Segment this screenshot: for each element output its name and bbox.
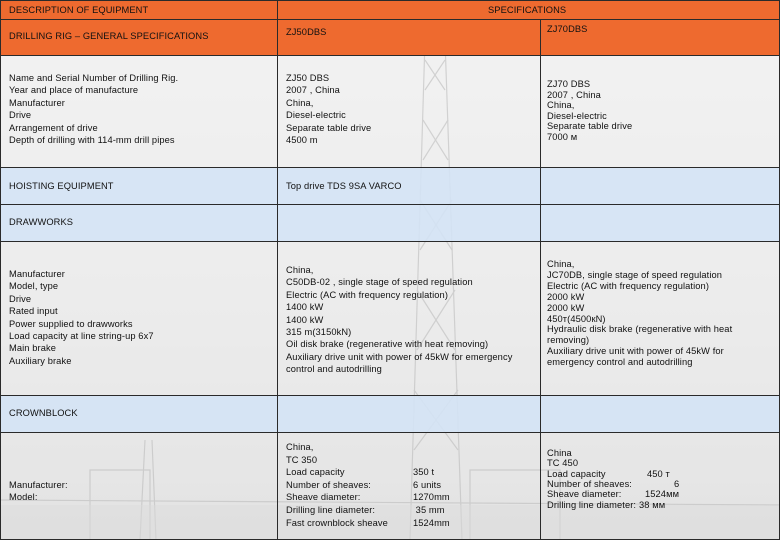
description-title: DESCRIPTION OF EQUIPMENT — [9, 5, 149, 15]
hoisting-title: HOISTING EQUIPMENT — [9, 181, 114, 191]
hoisting-a-cell — [277, 167, 541, 205]
spec-value: 2000 kW — [547, 291, 585, 302]
spec-row — [286, 455, 317, 465]
spec-value: Auxiliary drive unit with power of 45kW for — [547, 346, 724, 357]
crownblock-a-cell — [277, 432, 541, 540]
spec-row-label: Load capacity — [286, 467, 345, 478]
spec-value: 2000 kW — [547, 302, 585, 313]
general-labels-cell — [0, 55, 278, 168]
spec-label: Auxiliary brake — [9, 355, 72, 366]
spec-value: emergency control and autodrilling — [547, 357, 693, 368]
general-a-values — [286, 72, 371, 146]
spec-row-label: Sheave diameter: — [286, 492, 361, 503]
spec-value: China, — [547, 259, 575, 269]
spec-label: Main brake — [9, 343, 56, 354]
spec-label: Load capacity at line string-up 6х7 — [9, 331, 154, 342]
spec-value: 4500 m — [286, 135, 318, 146]
drawworks-title: DRAWWORKS — [9, 217, 74, 227]
crownblock-labels — [9, 479, 68, 504]
spec-value: control and autodrilling — [286, 364, 382, 375]
spec-value: Diesel-electric — [286, 110, 346, 121]
drawworks-b-values — [547, 259, 732, 368]
spec-row-label: Fast crownblock sheave — [286, 517, 388, 528]
spec-label: Model, type — [9, 281, 59, 292]
crownblock-b-cell — [540, 432, 780, 540]
crownblock-title: CROWNBLOCK — [9, 408, 78, 418]
crownblock-b-title-cell — [540, 395, 780, 433]
spec-value: removing) — [547, 335, 590, 346]
spec-value: Electric (AC with frequency regulation) — [286, 289, 449, 300]
spec-value: Hydraulic disk brake (regenerative with heat — [547, 324, 733, 335]
spec-value: JC70DB, single stage of speed regulation — [547, 269, 723, 280]
spec-row — [547, 468, 670, 479]
spec-row-value: 35 mm — [413, 505, 445, 515]
spec-row — [547, 499, 666, 510]
drawworks-labels-cell — [0, 241, 278, 396]
crownblock-labels-cell — [0, 432, 278, 540]
spec-value: 7000 м — [547, 131, 578, 142]
hoisting-b-cell — [540, 167, 780, 205]
spec-row — [547, 458, 578, 468]
model-a-cell — [277, 19, 541, 56]
spec-row-label: Load capacity — [547, 468, 606, 479]
spec-row-label: TC 450 — [547, 458, 579, 469]
spec-row-value: 1524mm — [413, 517, 450, 528]
crownblock-title-cell — [0, 395, 278, 433]
drawworks-a-title-cell — [277, 204, 541, 242]
spec-label: Power supplied to drawworks — [9, 318, 133, 329]
spec-row-value: 6 units — [413, 479, 442, 490]
drawworks-title-cell — [0, 204, 278, 242]
drawworks-labels — [9, 268, 154, 367]
spec-label: Rated input — [9, 306, 58, 317]
spec-row-label: China — [547, 448, 572, 458]
spec-row-label: Drilling line diameter: — [547, 499, 637, 510]
spec-value: Auxiliary drive unit with power of 45kW for emergency — [286, 351, 513, 362]
rig-title-cell — [0, 19, 278, 56]
drawworks-b-cell — [540, 241, 780, 396]
spec-value: 1400 kW — [286, 314, 324, 325]
spec-value: 450т(4500кN) — [547, 313, 606, 324]
spec-value: 2007 , China — [286, 85, 340, 96]
specifications-title: SPECIFICATIONS — [488, 5, 567, 15]
spec-row-label: China, — [286, 442, 314, 452]
spec-label: Arrangement of drive — [9, 122, 98, 133]
general-labels — [9, 72, 178, 146]
spec-label: Model: — [9, 492, 38, 503]
spec-row — [547, 478, 680, 489]
spec-value: China, — [286, 97, 314, 108]
spec-row-value: 6 — [674, 478, 680, 489]
spec-row-label: Number of sheaves: — [286, 479, 371, 490]
spec-value: ZJ70 DBS — [547, 79, 591, 89]
spec-value: ZJ50 DBS — [286, 73, 330, 83]
spec-value: 315 m(3150kN) — [286, 327, 352, 338]
spec-label: Drive — [9, 110, 32, 121]
spec-value: China, — [547, 100, 575, 111]
spec-row-value: 450 т — [647, 468, 670, 479]
spec-value: China, — [286, 265, 314, 275]
spec-row — [286, 492, 450, 503]
rig-title: DRILLING RIG – GENERAL SPECIFICATIONS — [9, 31, 209, 41]
header-specifications-cell — [277, 0, 780, 20]
spec-row — [286, 517, 450, 528]
spec-label: Year and place of manufacture — [9, 85, 139, 96]
drawworks-b-title-cell — [540, 204, 780, 242]
spec-row-value: 1270mm — [413, 492, 450, 503]
spec-row — [547, 448, 572, 458]
spec-row-label: TC 350 — [286, 454, 318, 465]
hoisting-title-cell — [0, 167, 278, 205]
spec-label: Name and Serial Number of Drilling Rig. — [9, 73, 179, 83]
model-b-title: ZJ70DBS — [547, 24, 588, 34]
spec-label: Depth of drilling with 114-mm drill pipes — [9, 135, 175, 146]
spec-row-value: 38 мм — [639, 499, 666, 510]
spec-row-label: Sheave diameter: — [547, 489, 622, 500]
hoisting-a-value: Top drive TDS 9SA VARCO — [286, 181, 402, 191]
general-b-cell — [540, 55, 780, 168]
spec-row — [286, 505, 445, 515]
spec-row-label: Number of sheaves: — [547, 478, 632, 489]
spec-value: Diesel-electric — [547, 110, 607, 121]
spec-row-value: 350 t — [413, 467, 435, 478]
spec-value: 2007 , China — [547, 89, 601, 100]
model-a-title: ZJ50DBS — [286, 27, 327, 37]
spec-value: Separate table drive — [286, 122, 372, 133]
general-a-cell — [277, 55, 541, 168]
spec-row — [547, 489, 680, 500]
spec-row — [286, 442, 313, 452]
spec-row — [286, 479, 442, 490]
spec-row — [286, 467, 435, 478]
spec-label: Drive — [9, 293, 32, 304]
spec-label: Manufacturer — [9, 97, 65, 108]
spec-row-value: 1524мм — [645, 489, 680, 500]
crownblock-a-title-cell — [277, 395, 541, 433]
spec-value: Oil disk brake (regenerative with heat removing) — [286, 339, 489, 350]
spec-value: Electric (AC with frequency regulation) — [547, 280, 710, 291]
model-b-cell — [540, 19, 780, 56]
spec-label: Manufacturer — [9, 269, 65, 279]
general-b-values — [547, 79, 632, 143]
spec-label: Manufacturer: — [9, 480, 68, 490]
header-description-cell — [0, 0, 278, 20]
spec-value: 1400 kW — [286, 302, 324, 313]
spec-value: Separate table drive — [547, 121, 633, 132]
spec-row-label: Drilling line diameter: — [286, 505, 376, 515]
drawworks-a-cell — [277, 241, 541, 396]
drawworks-a-values — [286, 264, 512, 376]
spec-value: C50DB-02 , single stage of speed regulation — [286, 277, 473, 288]
